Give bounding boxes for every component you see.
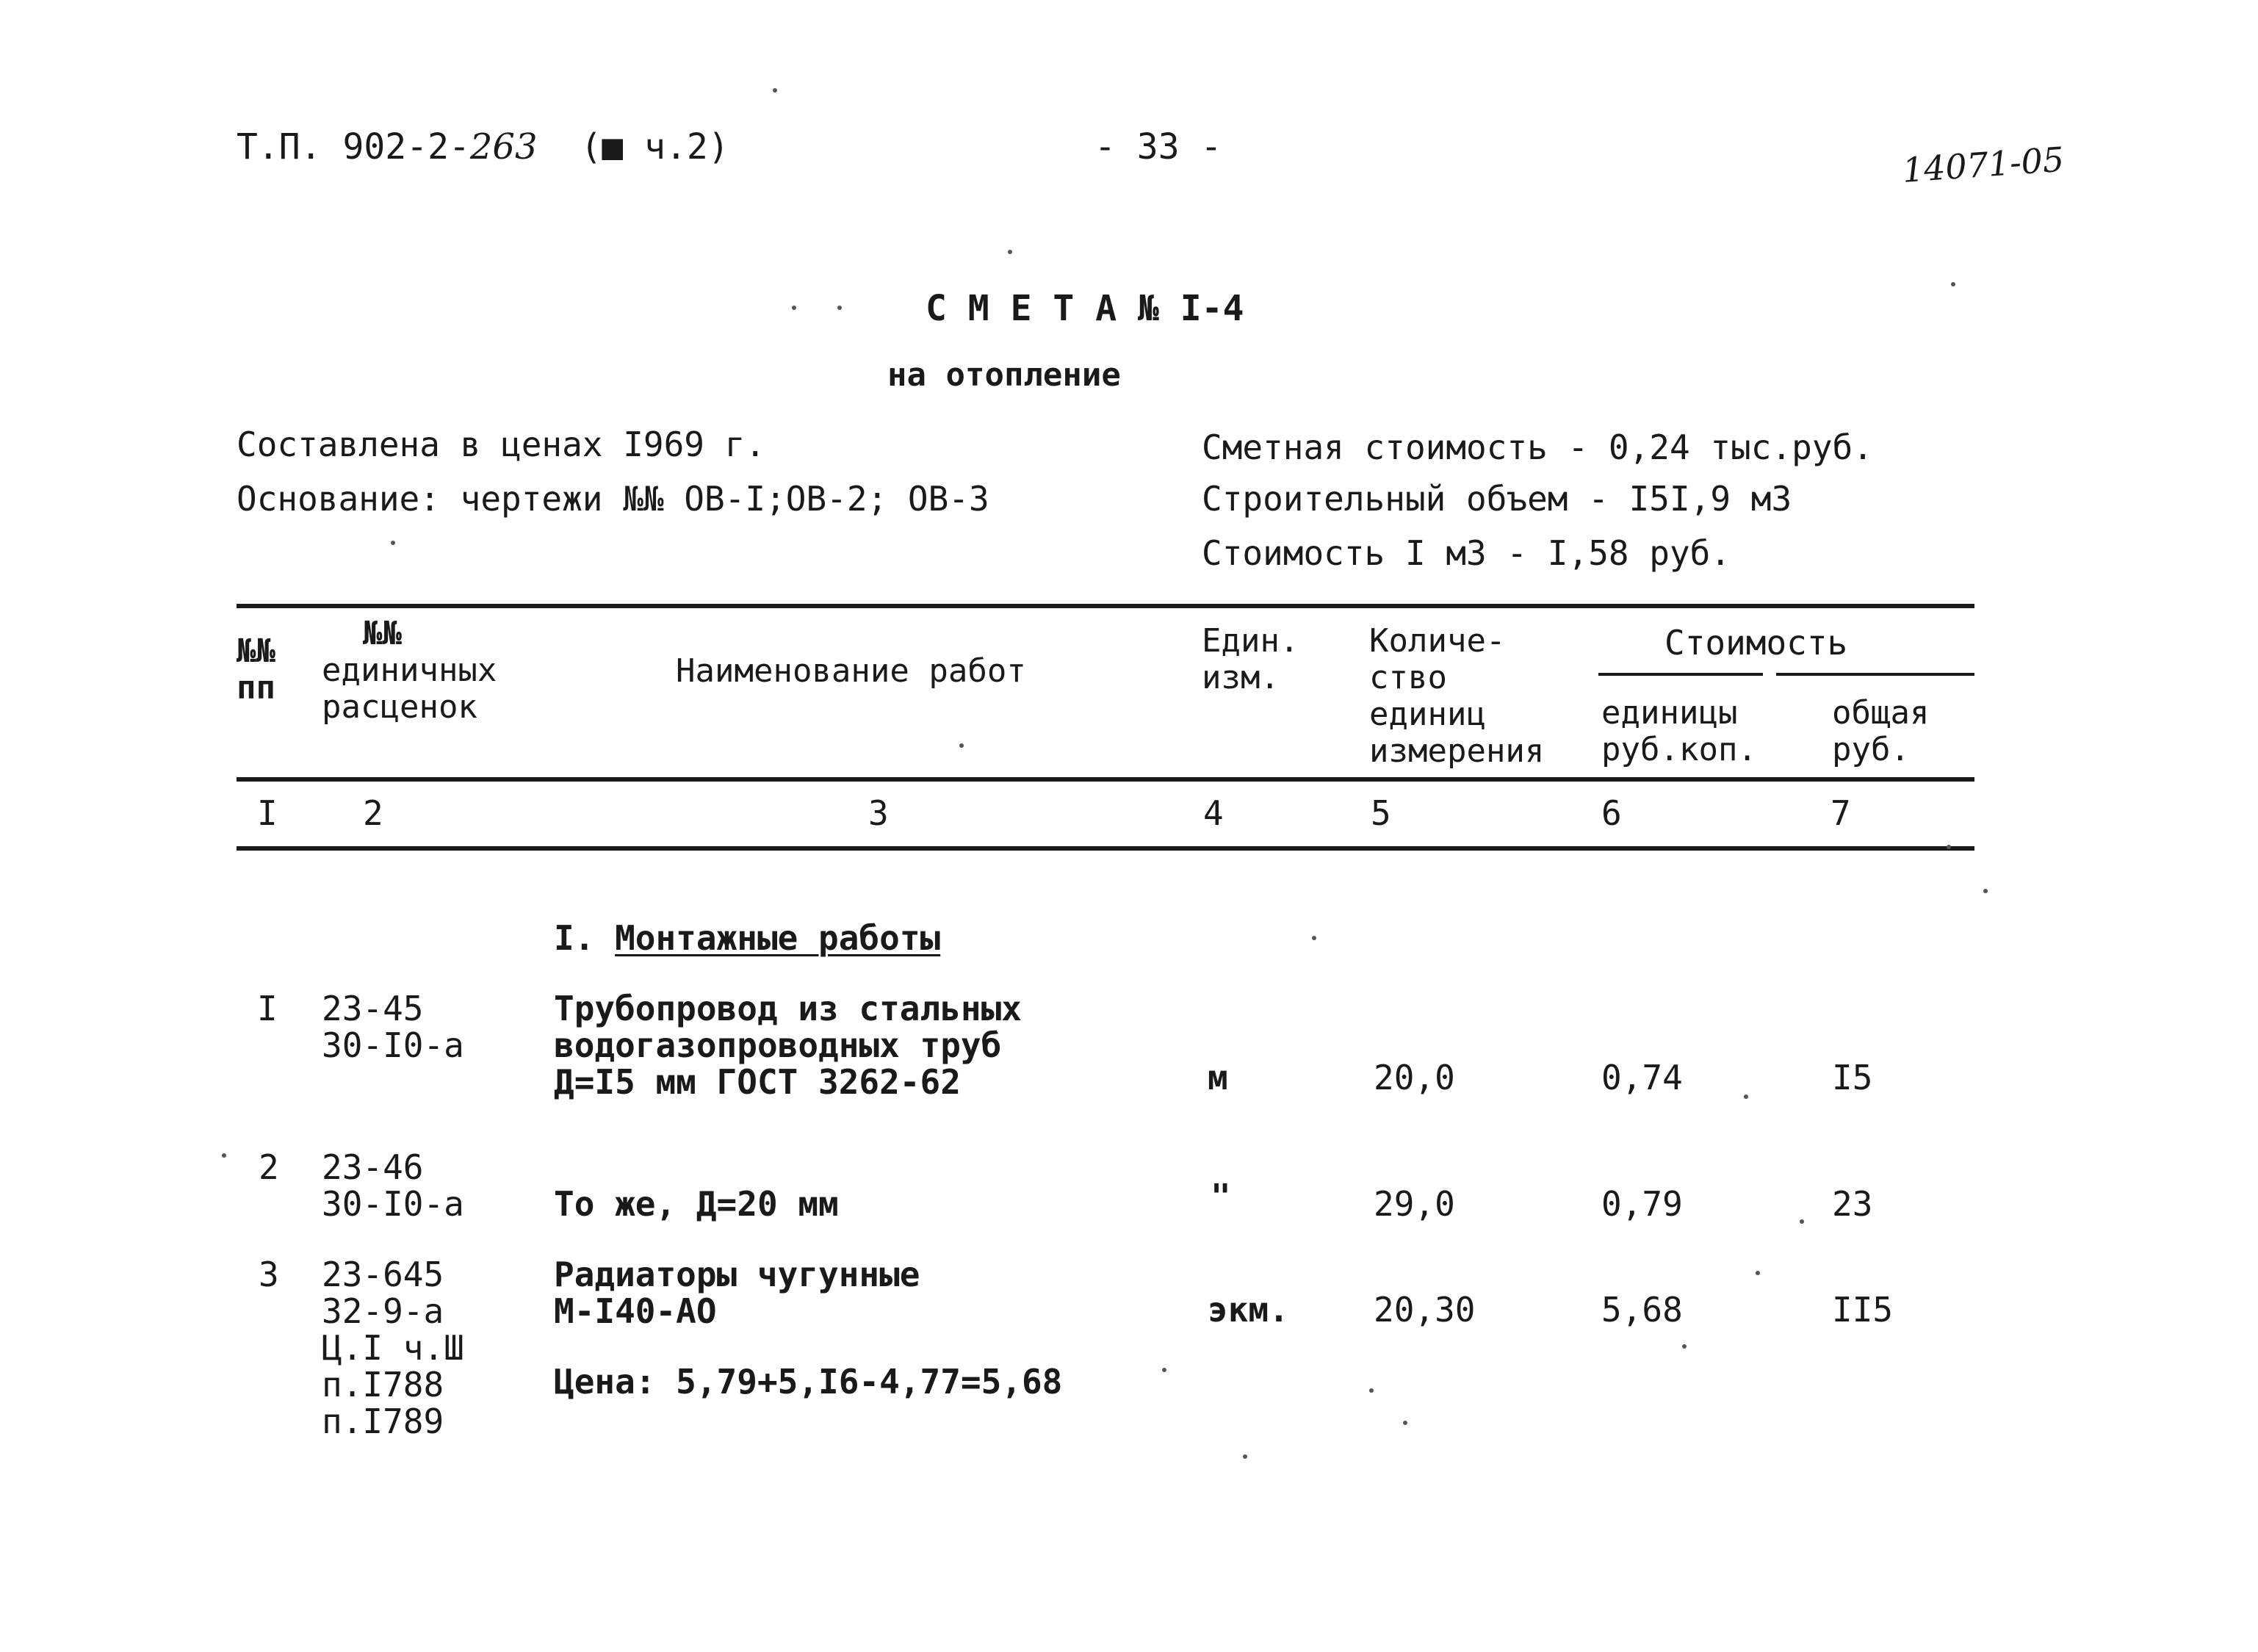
column-numbers-rule xyxy=(237,846,1974,851)
header-col-rate-codes: №№ единичных расценок xyxy=(322,615,497,726)
scan-speck xyxy=(222,1153,226,1158)
row-3-name: Радиаторы чугунные М-I40-АО xyxy=(554,1255,920,1331)
col-number-2: 2 xyxy=(363,793,383,833)
row-3-total: II5 xyxy=(1832,1290,1894,1330)
scan-speck xyxy=(1951,282,1955,286)
scan-speck xyxy=(773,88,777,93)
col-number-5: 5 xyxy=(1371,793,1391,833)
header-bottom-rule xyxy=(237,777,1974,782)
basis-line: Основание: чертежи №№ ОВ-I;ОВ-2; ОВ-3 xyxy=(237,479,989,519)
estimate-title: С М Е Т А № I-4 xyxy=(926,288,1244,329)
row-1-unit-price: 0,74 xyxy=(1601,1058,1683,1097)
archive-number: 14071-05 xyxy=(1901,139,2066,190)
scan-speck xyxy=(1162,1368,1166,1372)
row-2-num: 2 xyxy=(259,1147,279,1187)
col-number-1: I xyxy=(257,793,278,833)
estimated-cost-line: Сметная стоимость - 0,24 тыс.руб. xyxy=(1202,428,1873,467)
doc-reference xyxy=(237,126,729,167)
doc-ref-handwritten: 263 xyxy=(469,126,538,167)
estimate-subtitle: на отопление xyxy=(887,356,1121,394)
scan-speck xyxy=(837,306,842,310)
scan-speck xyxy=(1800,1219,1804,1224)
scan-speck xyxy=(792,306,796,310)
col-number-6: 6 xyxy=(1601,793,1622,833)
cost-per-m3-line: Стоимость I м3 - I,58 руб. xyxy=(1202,533,1731,573)
scan-speck xyxy=(1312,936,1316,940)
row-2-codes: 23-46 30-I0-а xyxy=(322,1147,464,1224)
building-volume-line: Строительный объем - I5I,9 м3 xyxy=(1202,479,1792,519)
row-1-codes: 23-45 30-I0-а xyxy=(322,989,464,1065)
doc-ref-prefix: Т.П. 902-2- xyxy=(237,126,470,167)
page-number: - 33 - xyxy=(1094,126,1222,167)
row-3-qty: 20,30 xyxy=(1374,1290,1476,1330)
header-col-unit: Един. изм. xyxy=(1202,622,1299,696)
scan-speck xyxy=(1744,1094,1748,1099)
scan-speck xyxy=(1947,845,1951,849)
row-1-total: I5 xyxy=(1832,1058,1873,1097)
row-2-total: 23 xyxy=(1832,1184,1873,1224)
row-3-unit-price: 5,68 xyxy=(1601,1290,1683,1330)
scan-speck xyxy=(1682,1344,1687,1349)
row-3-unit: экм. xyxy=(1208,1290,1289,1330)
table-top-rule xyxy=(237,604,1974,608)
header-col-quantity: Количе- ство единиц измерения xyxy=(1369,622,1545,770)
row-2-qty: 29,0 xyxy=(1374,1184,1455,1224)
row-3-num: 3 xyxy=(259,1255,279,1294)
header-col-num: №№ пп xyxy=(237,632,275,707)
cost-group-rule-left xyxy=(1598,673,1763,676)
col-number-3: 3 xyxy=(868,793,889,833)
header-col-unit-price: единицы руб.коп. xyxy=(1601,694,1757,768)
row-3-codes: 23-645 32-9-а Ц.I ч.Ш п.I788 п.I789 xyxy=(322,1255,464,1441)
row-1-name: Трубопровод из стальных водогазопроводных труб Д=I5 мм ГОСТ 3262-62 xyxy=(554,989,1022,1102)
row-1-num: I xyxy=(257,989,278,1028)
header-col-total: общая руб. xyxy=(1832,694,1930,768)
cost-group-rule-right xyxy=(1776,673,1974,676)
header-col-work-name: Наименование работ xyxy=(676,652,1026,690)
row-2-unit: " xyxy=(1211,1177,1231,1216)
col-number-4: 4 xyxy=(1203,793,1224,833)
section-heading xyxy=(554,918,940,958)
row-1-qty: 20,0 xyxy=(1374,1058,1455,1097)
section-title: Монтажные работы xyxy=(615,918,941,958)
row-1-unit: м xyxy=(1208,1058,1228,1097)
scan-speck xyxy=(1756,1271,1760,1275)
scan-speck xyxy=(1243,1454,1247,1459)
row-3-price-note: Цена: 5,79+5,I6-4,77=5,68 xyxy=(554,1362,1063,1402)
prices-year-line: Составлена в ценах I969 г. xyxy=(237,425,766,464)
header-cost-group: Стоимость xyxy=(1664,623,1848,663)
doc-ref-part: (■ ч.2) xyxy=(580,126,729,167)
row-2-unit-price: 0,79 xyxy=(1601,1184,1683,1224)
row-2-name: То же, Д=20 мм xyxy=(554,1184,839,1224)
scan-speck xyxy=(959,743,964,748)
scan-speck xyxy=(1008,250,1012,254)
scan-speck xyxy=(1369,1388,1374,1393)
scan-speck xyxy=(1983,889,1988,893)
col-number-7: 7 xyxy=(1830,793,1851,833)
section-number: I. xyxy=(554,918,595,958)
scan-speck xyxy=(1403,1421,1407,1425)
scan-speck xyxy=(391,541,395,545)
